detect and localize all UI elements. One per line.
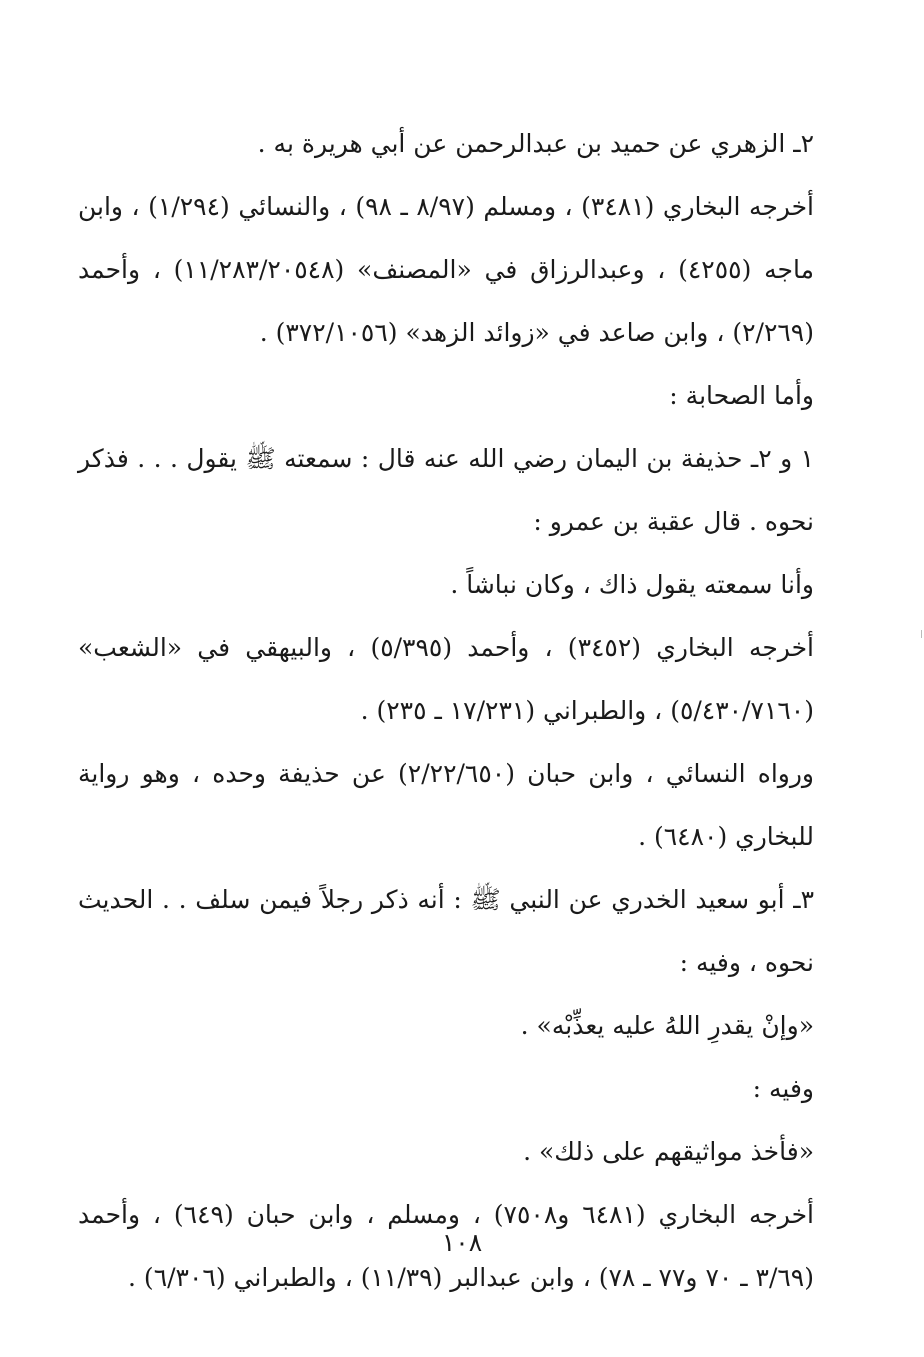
paragraph-companions-heading: وأما الصحابة : [669,381,814,410]
paragraph-takhrij-3: أخرجه البخاري (٦٤٨١ و٧٥٠٨) ، ومسلم ، وابن حبان (٦٤٩) ، وأحمد (٣/٦٩ ـ ٧٠ و٧٧ ـ ٧٨) ، وابن عبدالبر (١١/٣٩) ، والطبراني (٦/٣٠٦) . [78,1200,814,1292]
paragraph-quote-mawathiq: «فأخذ مواثيقهم على ذلك» . [523,1137,814,1166]
paragraph-takhrij-2: أخرجه البخاري (٣٤٥٢) ، وأحمد (٥/٣٩٥) ، والبيهقي في «الشعب» (٥/٤٣٠/٧١٦٠) ، والطبراني (١٧/٢٣١ ـ ٢٣٥) . [78,633,815,725]
paragraph-quote-nabbash: وأنا سمعته يقول ذاك ، وكان نباشاً . [450,570,814,599]
paragraph-wa-fihi: وفيه : [752,1074,814,1103]
scan-edge-mark [921,630,922,638]
paragraph-isnad-zuhri: ٢ـ الزهري عن حميد بن عبدالرحمن عن أبي هريرة به . [257,129,814,158]
paragraph-abu-said: ٣ـ أبو سعيد الخدري عن النبي ﷺ : أنه ذكر رجلاً فيمن سلف . . الحديث نحوه ، وفيه : [78,885,814,977]
paragraph-hudhayfa: ١ و ٢ـ حذيفة بن اليمان رضي الله عنه قال : سمعته ﷺ يقول . . . فذكر نحوه . قال عقبة بن عمرو : [78,444,815,536]
page-number: ١٠٨ [441,1228,483,1257]
paragraph-quote-yuadhibh: «وإنْ يقدرِ اللهُ عليه يعذِّبْه» . [520,1011,814,1040]
paragraph-nasai-ibn-hibban: ورواه النسائي ، وابن حبان (٢/٢٢/٦٥٠) عن حذيفة وحده ، وهو رواية للبخاري (٦٤٨٠) . [78,759,814,851]
page-body [78,112,814,1309]
paragraph-takhrij-1: أخرجه البخاري (٣٤٨١) ، ومسلم (٨/٩٧ ـ ٩٨) ، والنسائي (١/٢٩٤) ، وابن ماجه (٤٢٥٥) ، وعبدالرزاق في «المصنف» (١١/٢٨٣/٢٠٥٤٨) ، وأحمد (٢/٢٦٩) ، وابن صاعد في «زوائد الزهد» (٣٧٢/١٠٥٦) . [78,192,814,347]
